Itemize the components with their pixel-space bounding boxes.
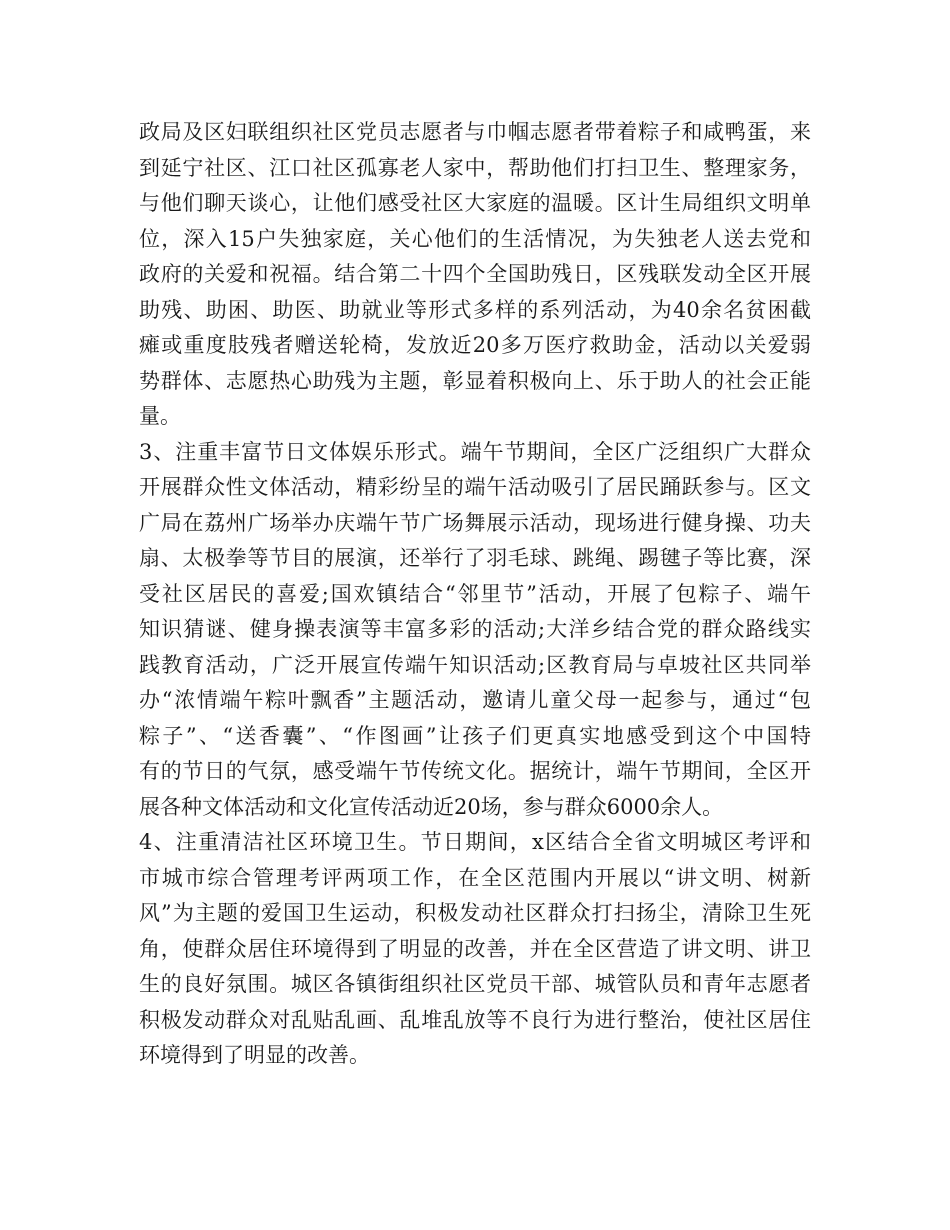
text-line: 办“浓情端午粽叶飘香”主题活动，邀请儿童父母一起参与，通过“包 — [139, 688, 811, 712]
text-line: 粽子”、“送香囊”、“作图画”让孩子们更真实地感受到这个中国特 — [139, 723, 811, 748]
text-line: 市城市综合管理考评两项工作，在全区范围内开展以“讲文明、树新 — [139, 865, 811, 890]
text-line: 位，深入15户失独家庭，关心他们的生活情况，为失独老人送去党和 — [139, 226, 811, 251]
text-line: 势群体、志愿热心助残为主题，彰显着积极向上、乐于助人的社会正能 — [139, 368, 811, 393]
text-line: 助残、助困、助医、助就业等形式多样的系列活动，为40余名贫困截 — [139, 297, 811, 322]
text-line: 有的节日的气氛，感受端午节传统文化。据统计，端午节期间，全区开 — [139, 759, 811, 783]
text-line: 3、注重丰富节日文体娱乐形式。端午节期间，全区广泛组织广大群众 — [139, 439, 811, 464]
text-line: 扇、太极拳等节目的展演，还举行了羽毛球、跳绳、踢毽子等比赛，深 — [139, 546, 811, 570]
text-line: 知识猜谜、健身操表演等丰富多彩的活动;大洋乡结合党的群众路线实 — [139, 617, 811, 641]
text-line: 践教育活动，广泛开展宣传端午知识活动;区教育局与卓坡社区共同举 — [139, 652, 811, 677]
text-line: 环境得到了明显的改善。 — [139, 1043, 370, 1067]
text-line: 广局在荔州广场举办庆端午节广场舞展示活动，现场进行健身操、功夫 — [139, 510, 811, 535]
text-line: 生的良好氛围。城区各镇街组织社区党员干部、城管队员和青年志愿者 — [139, 972, 811, 996]
text-line: 政局及区妇联组织社区党员志愿者与巾帼志愿者带着粽子和咸鸭蛋，来 — [139, 120, 811, 144]
text-line: 与他们聊天谈心，让他们感受社区大家庭的温暖。区计生局组织文明单 — [139, 191, 811, 215]
text-line: 到延宁社区、江口社区孤寡老人家中，帮助他们打扫卫生、整理家务， — [139, 155, 811, 180]
text-line: 角，使群众居住环境得到了明显的改善，并在全区营造了讲文明、讲卫 — [139, 936, 811, 961]
text-line: 4、注重清洁社区环境卫生。节日期间，x区结合全省文明城区考评和 — [139, 830, 811, 854]
text-line: 政府的关爱和祝福。结合第二十四个全国助残日，区残联发动全区开展 — [139, 262, 811, 286]
body-text — [139, 115, 811, 1074]
text-line: 风”为主题的爱国卫生运动，积极发动社区群众打扫扬尘，清除卫生死 — [139, 901, 811, 925]
text-line: 积极发动群众对乱贴乱画、乱堆乱放等不良行为进行整治，使社区居住 — [139, 1007, 811, 1032]
text-line: 受社区居民的喜爱;国欢镇结合“邻里节”活动，开展了包粽子、端午 — [139, 581, 811, 606]
text-line: 瘫或重度肢残者赠送轮椅，发放近20多万医疗救助金，活动以关爱弱 — [139, 333, 811, 357]
text-line: 开展群众性文体活动，精彩纷呈的端午活动吸引了居民踊跃参与。区文 — [139, 475, 811, 499]
text-line: 展各种文体活动和文化宣传活动近20场，参与群众6000余人。 — [139, 794, 724, 819]
text-line: 量。 — [139, 404, 181, 428]
